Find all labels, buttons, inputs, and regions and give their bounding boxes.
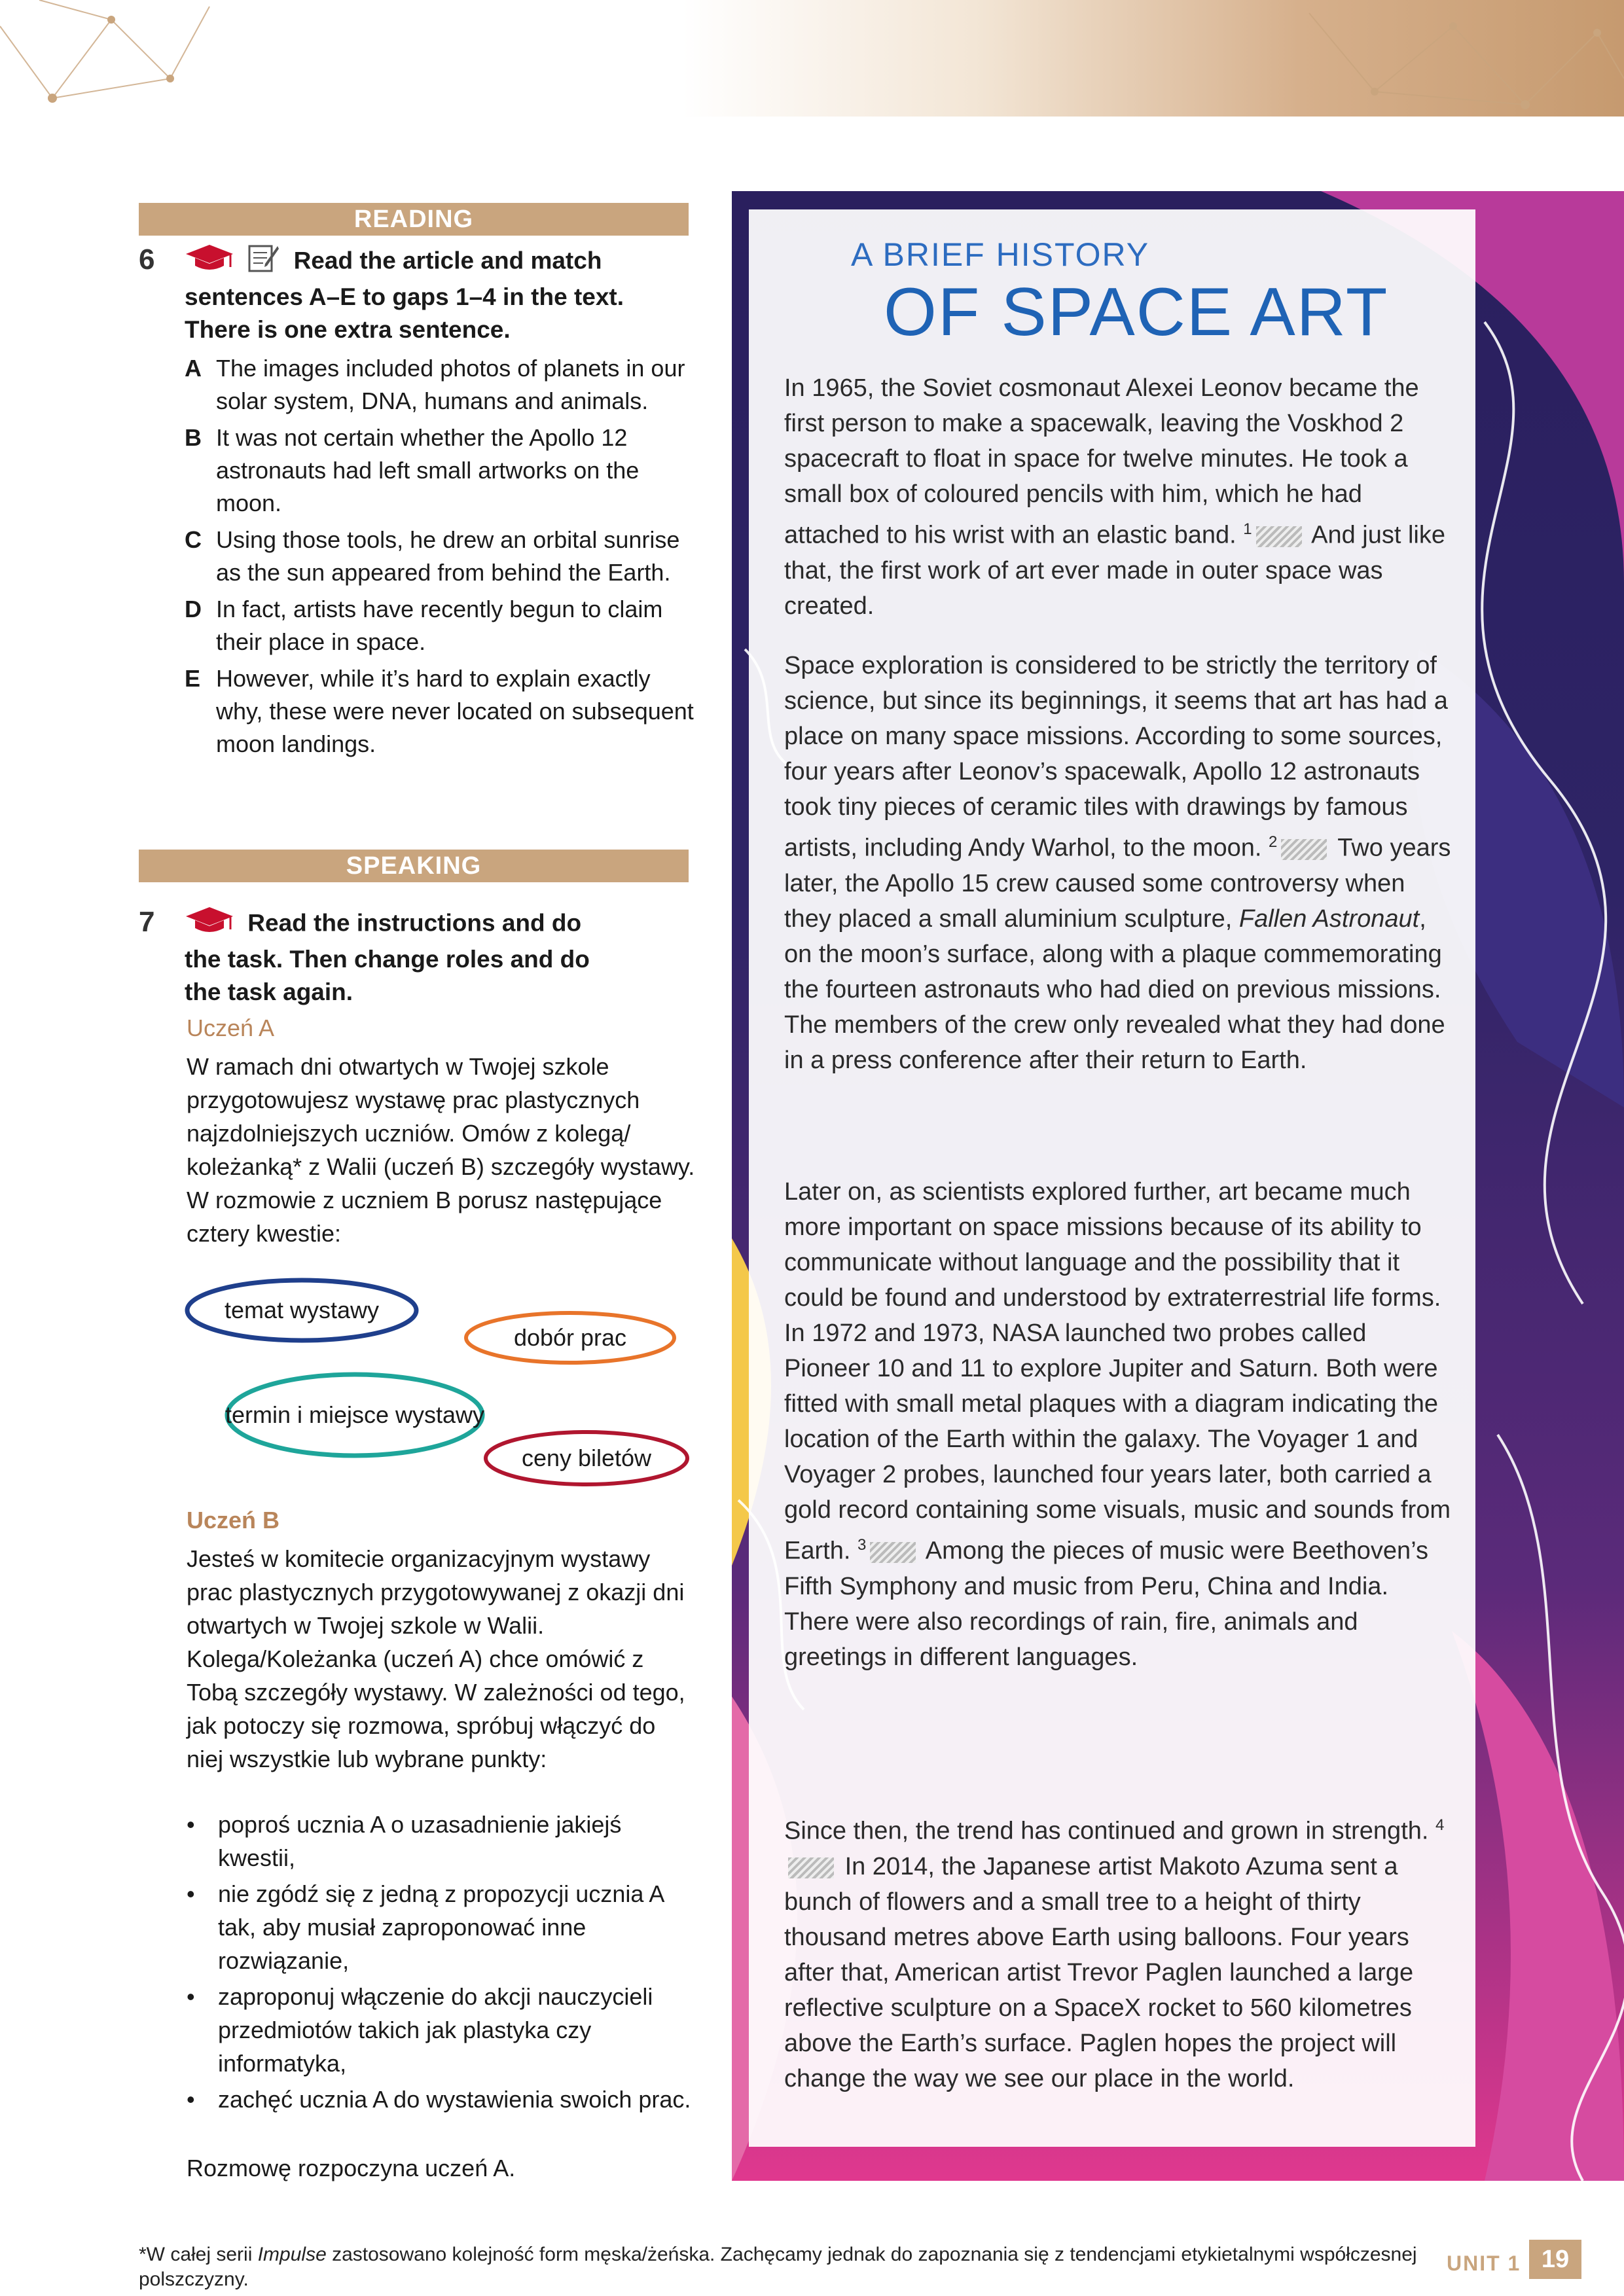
gap-1-number: 1 (1243, 520, 1252, 538)
list-item: • zaproponuj włączenie do akcji nauczycieli przedmiotów takich jak plastyka czy informatyka, (187, 1983, 653, 2077)
closing-instruction: Rozmowę rozpoczyna uczeń A. (187, 2155, 516, 2181)
topic-bubble-date-place: termin i miejsce wystawy (223, 1369, 487, 1461)
gap-4-number: 4 (1435, 1816, 1445, 1834)
gap-2-number: 2 (1268, 833, 1278, 851)
speaking-section-label: SPEAKING (139, 850, 689, 882)
exercise-6-line2: sentences A–E to gaps 1–4 in the text. (185, 283, 624, 310)
list-item: • poproś ucznia A o uzasadnienie jakiejś kwestii, (187, 1811, 622, 1871)
article-paragraph-3: Later on, as scientists explored further, art became much more important on space missions because of its ability to communicate without language and the possibility that it could be found and understood by extraterrestrial life forms. In 1972 and 1973, NASA launched two probes called Pioneer 10 and 11 to explore Jupiter and Saturn. Both were fitted with small metal plaques with a diagram indicating the location of the Earth within the galaxy. The Voyager 1 and Voyager 2 probes, launched four years later, both carried a gold record containing some visuals, music and sounds from Earth. $^3$ Among the pieces of music were Beethoven’s Fifth Symphony and music from Peru, China and India. There were also recordings of rain, fire, animals and greetings in different languages. (784, 1178, 1451, 1671)
exercise-7-line2: the task. Then change roles and do (185, 946, 590, 973)
footnote: *W całej serii Impulse zastosowano kolejność form męska/żeńska. Zachęcamy jednak do zapoznania się z tendencjami etykietalnymi współczesnej polszczyzny. (139, 2244, 1417, 2290)
article-paragraph-2: Space exploration is considered to be strictly the territory of science, but since its beginnings, it seems that art has had a place on many space missions. According to some sources, four years after Leonov’s spacewalk, Apollo 12 astronauts took tiny pieces of ceramic tiles with drawings by famous artists, including Andy Warhol, to the moon. $^2$ Two years later, the Apollo 15 crew caused some controversy when they placed a small aluminium sculpture, Fallen Astronaut, on the moon’s surface, along with a plaque commemorating the fourteen astronauts who had died on previous missions. The members of the crew only revealed what they had done in a press conference after their return to Earth. (784, 652, 1451, 1074)
student-b-points (187, 1808, 704, 2119)
gap-3-placeholder (870, 1542, 916, 1563)
exercise-6-line3: There is one extra sentence. (185, 316, 511, 343)
article-paragraph-1: In 1965, the Soviet cosmonaut Alexei Leonov became the first person to make a spacewalk, leaving the Voskhod 2 spacecraft to float in space for twelve minutes. He took a small box of coloured pencils with him, which he had attached to his wrist with an elastic band. $^1$ And just like that, the first work of art ever made in outer space was created. (784, 374, 1445, 620)
article-title-big: OF SPACE ART (884, 274, 1389, 350)
graduation-cap-icon (185, 243, 234, 281)
exercise-6-line1: Read the article and match (293, 247, 602, 274)
header-decoration (0, 0, 1624, 117)
reading-section-label: READING (139, 203, 689, 236)
student-a-title: Uczeń A (187, 1014, 275, 1041)
article-title-small: A BRIEF HISTORY (851, 236, 1150, 273)
student-b-text: Jesteś w komitecie organizacyjnym wystawy prac plastycznych przygotowywanej z okazji dni otwartych w Twojej szkole w Walii. Kolega/Koleżanka (uczeń A) chce omówić z Tobą szczegóły wystawy. W zależności od tego, jak potoczy się rozmowa, spróbuj włączyć do niej wszystkie lub wybrane punkty: (187, 1545, 685, 1772)
page-number: 19 (1529, 2240, 1581, 2279)
list-item: • nie zgódź się z jedną z propozycji ucznia A tak, aby musiał zaproponować inne rozwiązanie, (187, 1880, 664, 1974)
exercise-6-number: 6 (139, 243, 155, 276)
option-d: D In fact, artists have recently begun to claim their place in space. (185, 596, 663, 655)
graduation-cap-icon (185, 906, 234, 943)
gap-1-placeholder (1256, 526, 1302, 547)
option-b: B It was not certain whether the Apollo 12 astronauts had left small artworks on the moon. (185, 424, 640, 516)
answer-options (185, 352, 702, 764)
notebook-pencil-icon (247, 243, 280, 281)
exercise-7-line3: the task again. (185, 978, 353, 1005)
exercise-7-line1: Read the instructions and do (247, 909, 582, 937)
unit-label: UNIT 1 (1447, 2251, 1521, 2275)
exercise-7-number: 7 (139, 906, 155, 938)
exercise-7-instruction (185, 906, 708, 1009)
student-b-title: Uczeń B (187, 1507, 280, 1534)
gap-3-number: 3 (857, 1536, 867, 1554)
option-a: A The images included photos of planets in our solar system, DNA, humans and animals. (185, 355, 685, 414)
topic-bubble-work-selection: dobór prac (462, 1309, 678, 1367)
option-c: C Using those tools, he drew an orbital sunrise as the sun appeared from behind the Earth. (185, 526, 680, 586)
topic-bubble-ticket-prices: ceny biletów (482, 1428, 691, 1488)
gap-4-placeholder (788, 1857, 834, 1878)
constellation-graphic (0, 0, 1624, 117)
exercise-6-instruction (185, 243, 708, 346)
article-paragraph-4: Since then, the trend has continued and grown in strength. $^4$ In 2014, the Japanese artist Makoto Azuma sent a bunch of flowers and a small tree to a height of thirty thousand metres above Earth using balloons. Four years after that, American artist Trevor Paglen launched a large reflective sculpture on a SpaceX rocket to 560 kilometres above the Earth’s surface. Paglen hopes the project will change the way we see our place in the world. (784, 1816, 1445, 2092)
option-e: E However, while it’s hard to explain exactly why, these were never located on subsequent moon landings. (185, 665, 694, 757)
student-a-text: W ramach dni otwartych w Twojej szkole przygotowujesz wystawę prac plastycznych najzdolniejszych uczniów. Omów z kolegą/ koleżanką* z Walii (uczeń B) szczegóły wystawy. W rozmowie z uczniem B porusz następujące cztery kwestie: (187, 1053, 695, 1247)
list-item: • zachęć ucznia A do wystawienia swoich prac. (187, 2086, 691, 2113)
gap-2-placeholder (1281, 839, 1327, 860)
topic-bubble-exhibition-theme: temat wystawy (183, 1275, 420, 1346)
